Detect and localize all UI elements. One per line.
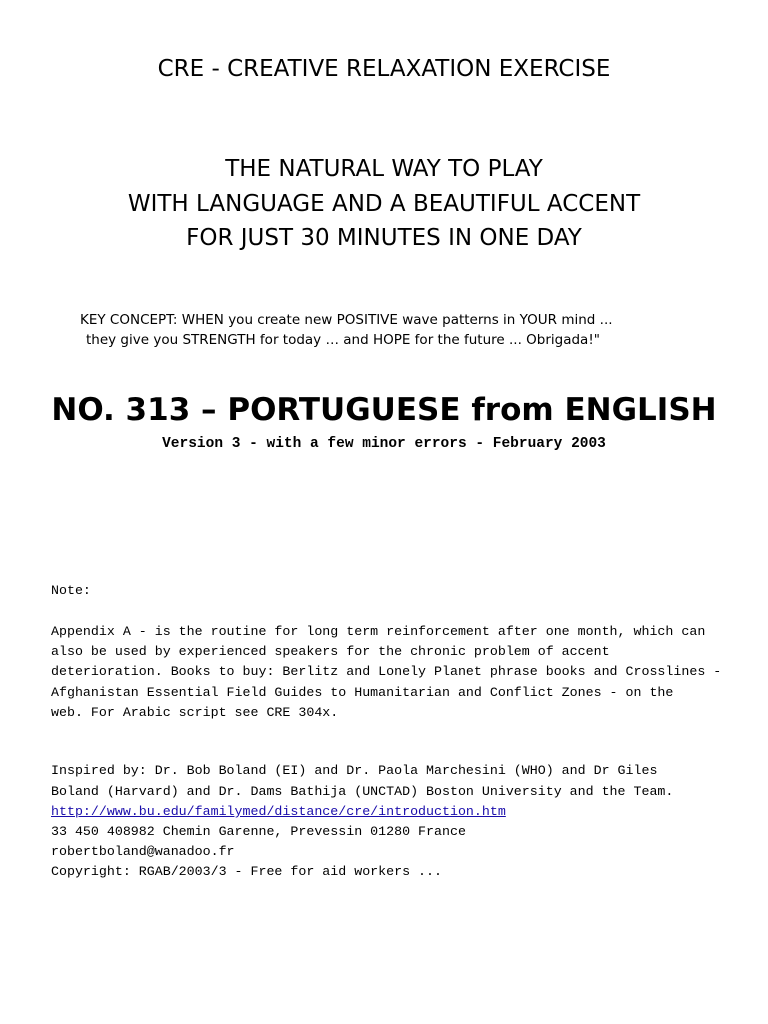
note-line-2: also be used by experienced speakers for the chronic problem of accent bbox=[51, 644, 610, 659]
copyright-line: Copyright: RGAB/2003/3 - Free for aid workers ... bbox=[51, 864, 442, 879]
subtitle-line-3: FOR JUST 30 MINUTES IN ONE DAY bbox=[186, 225, 582, 251]
credits-line-2: Boland (Harvard) and Dr. Dams Bathija (UNCTAD) Boston University and the Team. bbox=[51, 784, 674, 799]
note-line-1: Appendix A - is the routine for long term reinforcement after one month, which can bbox=[51, 624, 706, 639]
document-title: CRE - CREATIVE RELAXATION EXERCISE bbox=[157, 56, 611, 82]
address-line: 33 450 408982 Chemin Garenne, Prevessin 01280 France bbox=[51, 824, 466, 839]
email-line: robertboland@wanadoo.fr bbox=[51, 844, 235, 859]
subtitle-line-1: THE NATURAL WAY TO PLAY bbox=[225, 156, 543, 182]
key-concept-line-2: they give you STRENGTH for today … and HOPE for the future ... Obrigada!" bbox=[86, 332, 600, 348]
document-number-title: NO. 313 – PORTUGUESE from ENGLISH bbox=[51, 392, 717, 428]
subtitle-line-2: WITH LANGUAGE AND A BEAUTIFUL ACCENT bbox=[127, 191, 641, 217]
note-line-3: deterioration. Books to buy: Berlitz and Lonely Planet phrase books and Crosslines - bbox=[51, 664, 722, 679]
note-label: Note: bbox=[51, 583, 91, 598]
credits-line-1: Inspired by: Dr. Bob Boland (EI) and Dr. Paola Marchesini (WHO) and Dr Giles bbox=[51, 763, 658, 778]
note-line-5: web. For Arabic script see CRE 304x. bbox=[51, 705, 339, 720]
key-concept-line-1: KEY CONCEPT: WHEN you create new POSITIVE wave patterns in YOUR mind ... bbox=[80, 312, 613, 328]
course-link[interactable]: http://www.bu.edu/familymed/distance/cre/introduction.htm bbox=[51, 804, 506, 819]
version-line: Version 3 - with a few minor errors - February 2003 bbox=[162, 436, 606, 452]
note-line-4: Afghanistan Essential Field Guides to Humanitarian and Conflict Zones - on the bbox=[51, 685, 674, 700]
